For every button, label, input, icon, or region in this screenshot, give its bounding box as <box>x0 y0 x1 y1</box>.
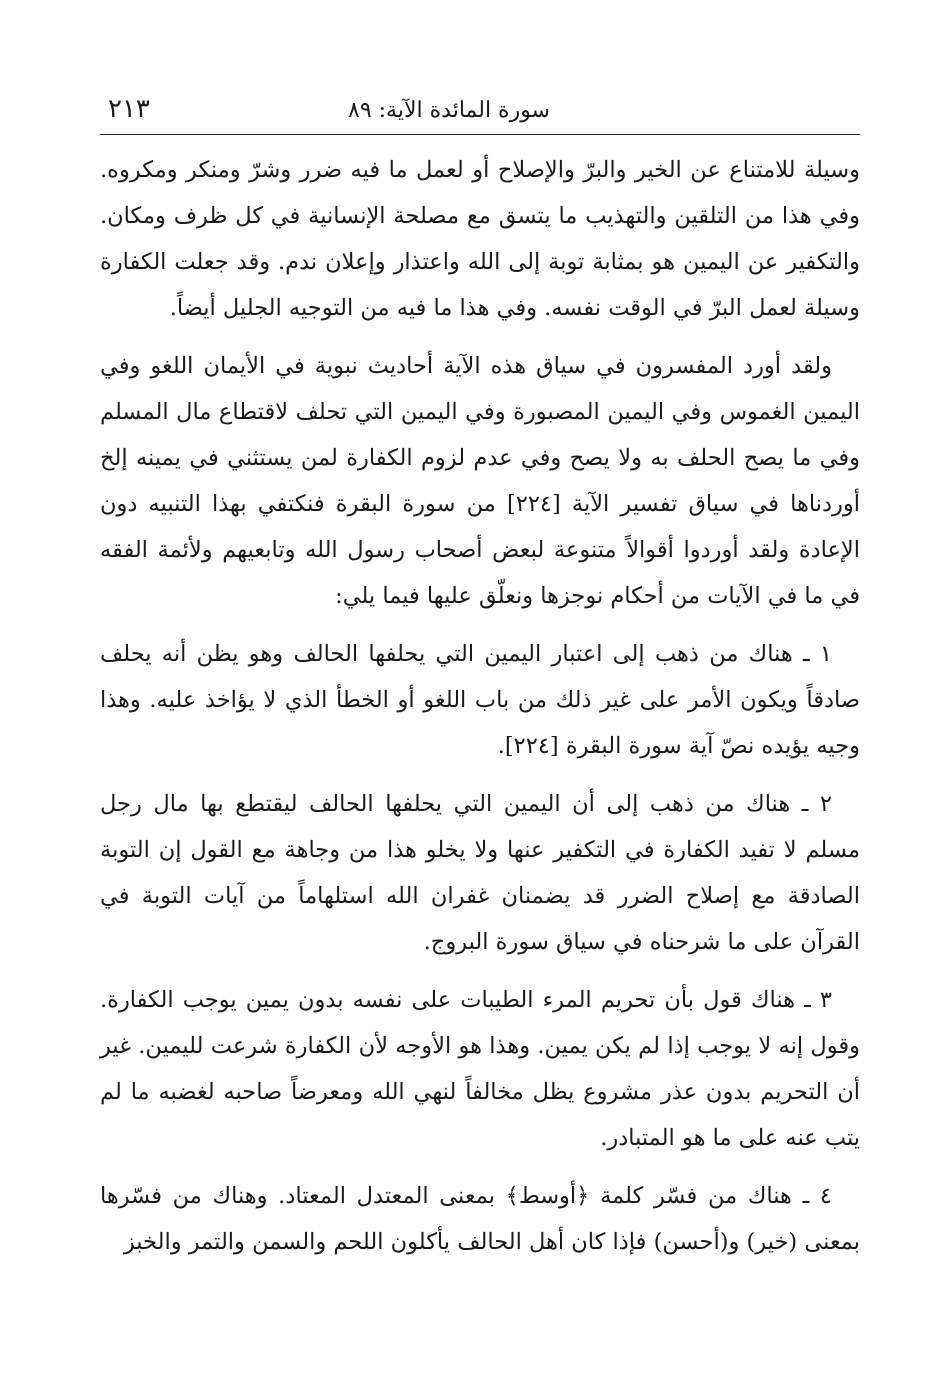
document-page <box>100 90 860 1340</box>
paragraph-2: ولقد أورد المفسرون في سياق هذه الآية أحاديث نبوية في الأيمان اللغو وفي اليمين الغموس وفي اليمين المصبورة وفي اليمين التي تحلف لاقتطاع مال المسلم وفي ما يصح الحلف به ولا يصح وفي عدم لزوم الكفارة لمن يستثني في يمينه إلخ أوردناها في سياق تفسير الآية [٢٢٤] من سورة البقرة فنكتفي بهذا التنبيه دون الإعادة ولقد أوردوا أقوالاً متنوعة لبعض أصحاب رسول الله وتابعيهم ولأئمة الفقه في ما في الآيات من أحكام نوجزها ونعلّق عليها فيما يلي: <box>100 353 861 609</box>
paragraph-1: وسيلة للامتناع عن الخير والبرّ والإصلاح أو لعمل ما فيه ضرر وشرّ ومنكر ومكروه. وفي هذا من التلقين والتهذيب ما يتسق مع مصلحة الإنسانية في كل ظرف ومكان. والتكفير عن اليمين هو بمثابة توبة إلى الله واعتذار وإعلان ندم. وقد جعلت الكفارة وسيلة لعمل البرّ في الوقت نفسه. وفي هذا ما فيه من التوجيه الجليل أيضاً. <box>100 157 860 321</box>
running-title: سورة المائدة الآية: ٨٩ <box>348 98 550 123</box>
page-number: ٢١٣ <box>108 94 150 124</box>
list-item-3: ٣ ـ هناك قول بأن تحريم المرء الطيبات على نفسه بدون يمين يوجب الكفارة. وقول إنه لا يوجب إذا لم يكن يمين. وهذا هو الأوجه لأن الكفارة شرعت لليمين. غير أن التحريم بدون عذر مشروع يظل مخالفاً لنهي الله ومعرضاً صاحبه لغضبه ما لم يتب عنه على ما هو المتبادر. <box>100 987 860 1151</box>
page-header <box>100 90 860 135</box>
list-item-1: ١ ـ هناك من ذهب إلى اعتبار اليمين التي يحلفها الحالف وهو يظن أنه يحلف صادقاً ويكون الأمر على غير ذلك من باب اللغو أو الخطأ الذي لا يؤاخذ عليه. وهذا وجيه يؤيده نصّ آية سورة البقرة [٢٢٤]. <box>100 641 860 759</box>
body-text <box>100 147 860 1265</box>
list-item-4: ٤ ـ هناك من فسّر كلمة ﴿أوسط﴾ بمعنى المعتدل المعتاد. وهناك من فسّرها بمعنى (خير) و(أحسن) فإذا كان أهل الحالف يأكلون اللحم والسمن والتمر والخبز <box>100 1183 860 1255</box>
list-item-2: ٢ ـ هناك من ذهب إلى أن اليمين التي يحلفها الحالف ليقتطع بها مال رجل مسلم لا تفيد الكفارة في التكفير عنها ولا يخلو هذا من وجاهة مع القول إن التوبة الصادقة مع إصلاح الضرر قد يضمنان غفران الله استلهاماً من آيات التوبة في القرآن على ما شرحناه في سياق سورة البروج. <box>100 791 860 955</box>
